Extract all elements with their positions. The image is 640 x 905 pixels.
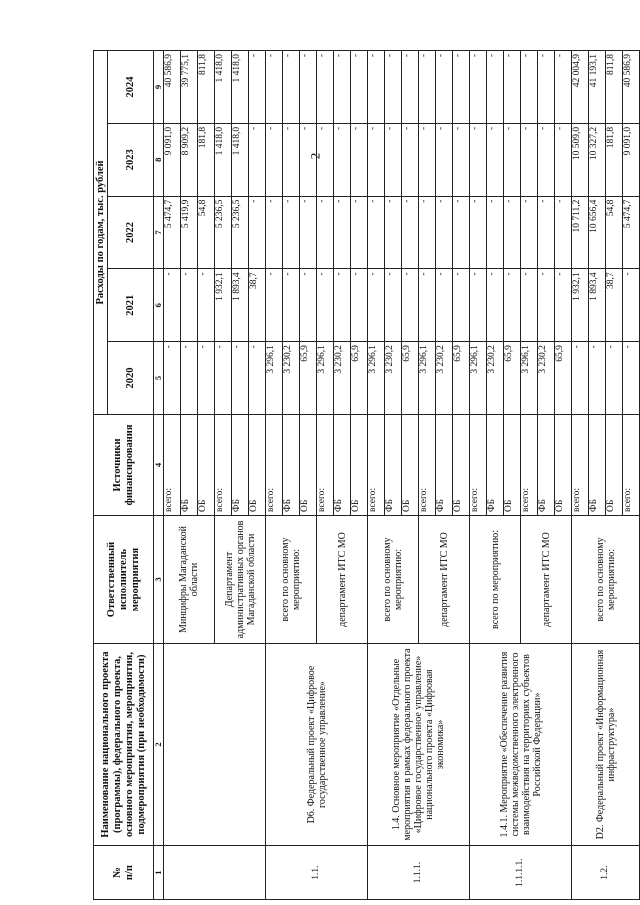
amount-cell: -: [215, 342, 232, 415]
amount-cell: 3 296,1: [266, 342, 283, 415]
amount-cell: -: [623, 269, 640, 342]
amount-cell: 41 193,1: [589, 51, 606, 124]
amount-cell: -: [368, 123, 385, 196]
source-cell: ФБ: [181, 414, 198, 515]
amount-cell: 65,9: [402, 342, 419, 415]
index-cell: 4: [154, 414, 164, 515]
amount-cell: -: [419, 269, 436, 342]
amount-cell: -: [181, 269, 198, 342]
amount-cell: -: [385, 51, 402, 124]
amount-cell: 42 004,9: [572, 51, 589, 124]
header-year: 2023: [108, 123, 154, 196]
amount-cell: 65,9: [351, 342, 368, 415]
header-year: 2020: [108, 342, 154, 415]
budget-table: [93, 50, 640, 900]
amount-cell: -: [453, 196, 470, 269]
amount-cell: 1 418,0: [215, 123, 232, 196]
amount-cell: -: [436, 123, 453, 196]
amount-cell: -: [249, 51, 266, 124]
amount-cell: -: [487, 196, 504, 269]
amount-cell: 5 474,7: [623, 196, 640, 269]
amount-cell: 5 419,9: [181, 196, 198, 269]
header-executor: Ответственный исполнитель мероприятия: [94, 515, 154, 643]
amount-cell: -: [470, 196, 487, 269]
source-cell: ОБ: [504, 414, 521, 515]
amount-cell: -: [181, 342, 198, 415]
amount-cell: 9 091,0: [164, 123, 181, 196]
amount-cell: -: [368, 269, 385, 342]
amount-cell: -: [317, 123, 334, 196]
amount-cell: 3 230,2: [283, 342, 300, 415]
header-year: 2021: [108, 269, 154, 342]
source-cell: ОБ: [249, 414, 266, 515]
amount-cell: -: [385, 123, 402, 196]
amount-cell: 3 296,1: [419, 342, 436, 415]
header-year: 2022: [108, 196, 154, 269]
header-expenses: Расходы по годам, тыс. рублей: [94, 51, 108, 415]
source-cell: ОБ: [606, 414, 623, 515]
amount-cell: -: [266, 196, 283, 269]
amount-cell: -: [453, 51, 470, 124]
amount-cell: -: [283, 269, 300, 342]
amount-cell: 65,9: [504, 342, 521, 415]
amount-cell: -: [164, 269, 181, 342]
table-row: [572, 51, 589, 900]
amount-cell: -: [266, 269, 283, 342]
amount-cell: 10 656,4: [589, 196, 606, 269]
row-number-cell: 1.1.1.1.: [470, 846, 572, 900]
amount-cell: -: [504, 51, 521, 124]
event-name-cell: 1.4. Основное мероприятие «Отдельные мероприятия в рамках федерального проекта «Цифровое государственное управление» национального проекта «Цифровая экономика»: [368, 643, 470, 845]
amount-cell: 54,8: [606, 196, 623, 269]
executor-cell: департамент ИТС МО: [317, 515, 368, 643]
amount-cell: -: [351, 196, 368, 269]
source-cell: ФБ: [232, 414, 249, 515]
header-name: Наименование национального проекта (программы), федерального проекта, основного мероприятия, мероприятия, подмероприятия (при необходимости): [94, 643, 154, 845]
executor-cell: всего по основному мероприятию:: [266, 515, 317, 643]
amount-cell: 5 236,5: [232, 196, 249, 269]
index-cell: 8: [154, 123, 164, 196]
source-cell: всего:: [164, 414, 181, 515]
amount-cell: -: [606, 342, 623, 415]
amount-cell: -: [555, 51, 572, 124]
amount-cell: 39 775,1: [181, 51, 198, 124]
amount-cell: -: [555, 123, 572, 196]
amount-cell: 54,8: [198, 196, 215, 269]
amount-cell: -: [300, 196, 317, 269]
source-cell: всего:: [623, 414, 640, 515]
executor-cell: всего по мероприятию:: [470, 515, 521, 643]
amount-cell: 1 418,0: [215, 51, 232, 124]
header-year: 2024: [108, 51, 154, 124]
source-cell: ОБ: [453, 414, 470, 515]
source-cell: ФБ: [487, 414, 504, 515]
amount-cell: -: [351, 123, 368, 196]
amount-cell: -: [487, 123, 504, 196]
amount-cell: -: [538, 196, 555, 269]
amount-cell: -: [504, 123, 521, 196]
amount-cell: 40 586,9: [164, 51, 181, 124]
amount-cell: -: [317, 269, 334, 342]
amount-cell: -: [334, 123, 351, 196]
amount-cell: -: [521, 51, 538, 124]
amount-cell: -: [555, 196, 572, 269]
amount-cell: -: [470, 269, 487, 342]
row-number-cell: [164, 846, 266, 900]
amount-cell: 3 296,1: [521, 342, 538, 415]
amount-cell: -: [436, 269, 453, 342]
amount-cell: -: [453, 123, 470, 196]
source-cell: всего:: [317, 414, 334, 515]
source-cell: всего:: [215, 414, 232, 515]
index-cell: 3: [154, 515, 164, 643]
amount-cell: -: [317, 196, 334, 269]
amount-cell: -: [402, 123, 419, 196]
executor-cell: департамент ИТС МО: [419, 515, 470, 643]
source-cell: всего:: [470, 414, 487, 515]
amount-cell: -: [300, 123, 317, 196]
amount-cell: -: [334, 269, 351, 342]
amount-cell: -: [385, 196, 402, 269]
source-cell: всего:: [521, 414, 538, 515]
amount-cell: -: [436, 51, 453, 124]
amount-cell: -: [487, 269, 504, 342]
table-row: [368, 51, 385, 900]
amount-cell: -: [538, 269, 555, 342]
source-cell: всего:: [368, 414, 385, 515]
amount-cell: -: [300, 269, 317, 342]
row-number-cell: 1.2.: [572, 846, 640, 900]
amount-cell: 10 327,2: [589, 123, 606, 196]
amount-cell: -: [521, 196, 538, 269]
amount-cell: 1 932,1: [215, 269, 232, 342]
amount-cell: -: [538, 123, 555, 196]
source-cell: ОБ: [402, 414, 419, 515]
amount-cell: 65,9: [555, 342, 572, 415]
amount-cell: -: [538, 51, 555, 124]
amount-cell: -: [623, 342, 640, 415]
row-number-cell: 1.1.: [266, 846, 368, 900]
amount-cell: -: [368, 51, 385, 124]
source-cell: всего:: [572, 414, 589, 515]
index-cell: 6: [154, 269, 164, 342]
table-row: [164, 51, 181, 900]
amount-cell: -: [453, 269, 470, 342]
index-cell: 5: [154, 342, 164, 415]
amount-cell: 3 296,1: [317, 342, 334, 415]
page-number: 2: [307, 152, 323, 160]
amount-cell: 38,7: [249, 269, 266, 342]
amount-cell: -: [419, 196, 436, 269]
amount-cell: 5 236,5: [215, 196, 232, 269]
header-num: № п/п: [94, 846, 154, 900]
index-cell: 2: [154, 643, 164, 845]
amount-cell: 9 091,0: [623, 123, 640, 196]
source-cell: ОБ: [351, 414, 368, 515]
source-cell: ФБ: [436, 414, 453, 515]
index-cell: 1: [154, 846, 164, 900]
index-cell: 9: [154, 51, 164, 124]
executor-cell: Минцифры Магаданской области: [164, 515, 215, 643]
event-name-cell: D2. Федеральный проект «Информационная инфраструктура»: [572, 643, 640, 845]
amount-cell: -: [283, 196, 300, 269]
executor-cell: всего по основному мероприятию:: [572, 515, 640, 643]
source-cell: ОБ: [300, 414, 317, 515]
amount-cell: 1 418,0: [232, 123, 249, 196]
amount-cell: 40 586,9: [623, 51, 640, 124]
amount-cell: 1 893,4: [232, 269, 249, 342]
source-cell: ФБ: [589, 414, 606, 515]
amount-cell: 3 230,2: [436, 342, 453, 415]
rotated-budget-table-container: [93, 50, 633, 900]
amount-cell: -: [368, 196, 385, 269]
source-cell: всего:: [419, 414, 436, 515]
amount-cell: 8 909,2: [181, 123, 198, 196]
amount-cell: -: [521, 269, 538, 342]
source-cell: ФБ: [283, 414, 300, 515]
executor-cell: всего по основному мероприятию:: [368, 515, 419, 643]
header-source: Источники финансирования: [94, 414, 154, 515]
amount-cell: -: [317, 51, 334, 124]
amount-cell: -: [300, 51, 317, 124]
amount-cell: -: [283, 123, 300, 196]
amount-cell: 10 711,2: [572, 196, 589, 269]
amount-cell: -: [402, 269, 419, 342]
amount-cell: -: [249, 123, 266, 196]
amount-cell: -: [555, 269, 572, 342]
amount-cell: -: [334, 196, 351, 269]
amount-cell: 811,8: [198, 51, 215, 124]
amount-cell: 3 230,2: [538, 342, 555, 415]
amount-cell: -: [249, 342, 266, 415]
amount-cell: 3 296,1: [470, 342, 487, 415]
amount-cell: -: [266, 51, 283, 124]
source-cell: ОБ: [555, 414, 572, 515]
amount-cell: -: [521, 123, 538, 196]
amount-cell: 3 230,2: [487, 342, 504, 415]
amount-cell: -: [470, 51, 487, 124]
amount-cell: -: [385, 269, 402, 342]
table-row: [470, 51, 487, 900]
source-cell: ОБ: [198, 414, 215, 515]
amount-cell: -: [402, 196, 419, 269]
source-cell: ФБ: [538, 414, 555, 515]
amount-cell: -: [436, 196, 453, 269]
executor-cell: Департамент административных органов Магаданской области: [215, 515, 266, 643]
amount-cell: -: [334, 51, 351, 124]
amount-cell: -: [351, 269, 368, 342]
amount-cell: -: [198, 269, 215, 342]
amount-cell: -: [589, 342, 606, 415]
amount-cell: 1 893,4: [589, 269, 606, 342]
event-name-cell: [164, 643, 266, 845]
amount-cell: -: [504, 196, 521, 269]
amount-cell: -: [198, 342, 215, 415]
amount-cell: 3 230,2: [334, 342, 351, 415]
table-body: [164, 51, 640, 900]
amount-cell: 3 296,1: [368, 342, 385, 415]
table-row: [266, 51, 283, 900]
amount-cell: -: [249, 196, 266, 269]
amount-cell: -: [487, 51, 504, 124]
amount-cell: -: [470, 123, 487, 196]
event-name-cell: D6. Федеральный проект «Цифровое государственное управление»: [266, 643, 368, 845]
amount-cell: -: [419, 123, 436, 196]
index-cell: 7: [154, 196, 164, 269]
row-number-cell: 1.1.1.: [368, 846, 470, 900]
amount-cell: -: [504, 269, 521, 342]
amount-cell: 811,8: [606, 51, 623, 124]
amount-cell: -: [351, 51, 368, 124]
source-cell: ФБ: [385, 414, 402, 515]
amount-cell: -: [164, 342, 181, 415]
amount-cell: 181,8: [198, 123, 215, 196]
amount-cell: 10 509,0: [572, 123, 589, 196]
amount-cell: -: [266, 123, 283, 196]
amount-cell: 65,9: [300, 342, 317, 415]
amount-cell: 3 230,2: [385, 342, 402, 415]
event-name-cell: 1.4.1. Мероприятие «Обеспечение развития системы межведомственного электронного взаимодействия на территориях субъектов Российской Федерации»: [470, 643, 572, 845]
amount-cell: -: [419, 51, 436, 124]
amount-cell: -: [572, 342, 589, 415]
amount-cell: 1 932,1: [572, 269, 589, 342]
amount-cell: 181,8: [606, 123, 623, 196]
executor-cell: департамент ИТС МО: [521, 515, 572, 643]
amount-cell: -: [232, 342, 249, 415]
amount-cell: -: [402, 51, 419, 124]
source-cell: ФБ: [334, 414, 351, 515]
amount-cell: 65,9: [453, 342, 470, 415]
amount-cell: 1 418,0: [232, 51, 249, 124]
amount-cell: 38,7: [606, 269, 623, 342]
amount-cell: -: [283, 51, 300, 124]
source-cell: всего:: [266, 414, 283, 515]
amount-cell: 5 474,7: [164, 196, 181, 269]
